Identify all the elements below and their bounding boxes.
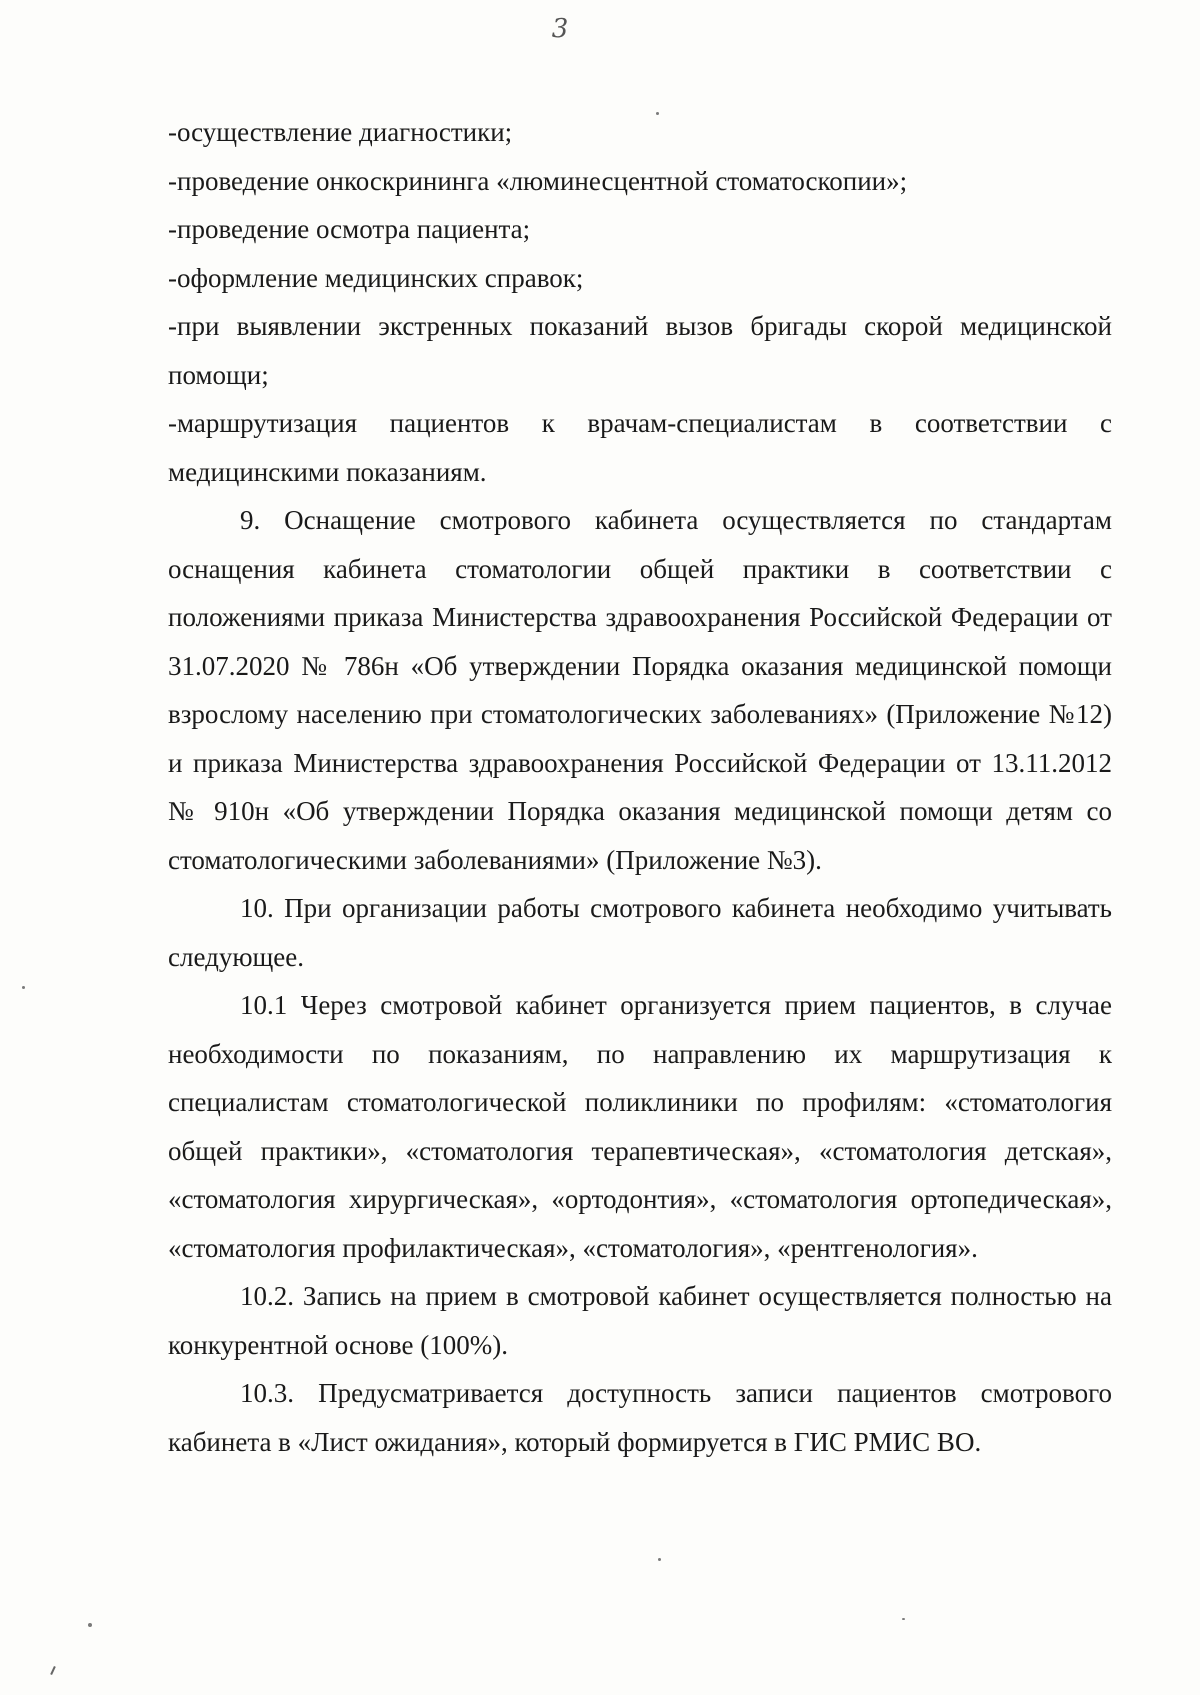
list-item-routing: -маршрутизация пациентов к врачам-специалистам в соответствии с медицинскими показаниям. (168, 408, 1112, 487)
page-number: 3 (551, 14, 569, 44)
scan-speck (22, 986, 25, 989)
paragraph-10-3-waiting-list: 10.3. Предусматривается доступность записи пациентов смотрового кабинета в «Лист ожидания», который формируется в ГИС РМИС ВО. (168, 1378, 1112, 1457)
list-item-oncoscreening: -проведение онкоскрининга «люминесцентной стоматоскопии»; (168, 165, 908, 196)
list-item-diagnostics: -осуществление диагностики; (168, 117, 513, 147)
scan-speck (88, 1623, 92, 1627)
list-item-emergency-call: -при выявлении экстренных показаний вызов бригады скорой медицинской помощи; (168, 311, 1112, 390)
document-body (168, 108, 1112, 1466)
scan-speck (656, 112, 659, 115)
list-item-medical-certificates: -оформление медицинских справок; (168, 262, 584, 293)
scan-speck (902, 1618, 905, 1620)
paragraph-10-organization: 10. При организации работы смотрового кабинета необходимо учитывать следующее. (168, 893, 1112, 972)
scan-speck (658, 1558, 661, 1561)
paragraph-9-equipment: 9. Оснащение смотрового кабинета осуществляется по стандартам оснащения кабинета стоматологии общей практики в соответствии с положениями приказа Министерства здравоохранения Российской Федерации от 31.07.2020 № 786н «Об утверждении Порядка оказания медицинской помощи взрослому населению при стоматологических заболеваниях» (Приложение №12) и приказа Министерства здравоохранения Российской Федерации от 13.11.2012 № 910н «Об утверждении Порядка оказания медицинской помощи детям со стоматологическими заболеваниями» (Приложение №3). (168, 505, 1112, 875)
scan-mark (50, 1666, 56, 1675)
list-item-patient-exam: -проведение осмотра пациента; (168, 214, 531, 244)
paragraph-10-1-reception: 10.1 Через смотровой кабинет организуется прием пациентов, в случае необходимости по показаниям, по направлению их маршрутизация к специалистам стоматологической поликлиники по профилям: «стоматология общей практики», «стоматология терапевтическая», «стоматология детская», «стоматология хирургическая», «ортодонтия», «стоматология ортопедическая», «стоматология профилактическая», «стоматология», «рентгенология». (168, 990, 1112, 1263)
paragraph-10-2-appointment: 10.2. Запись на прием в смотровой кабинет осуществляется полностью на конкурентной основе (100%). (168, 1281, 1112, 1360)
